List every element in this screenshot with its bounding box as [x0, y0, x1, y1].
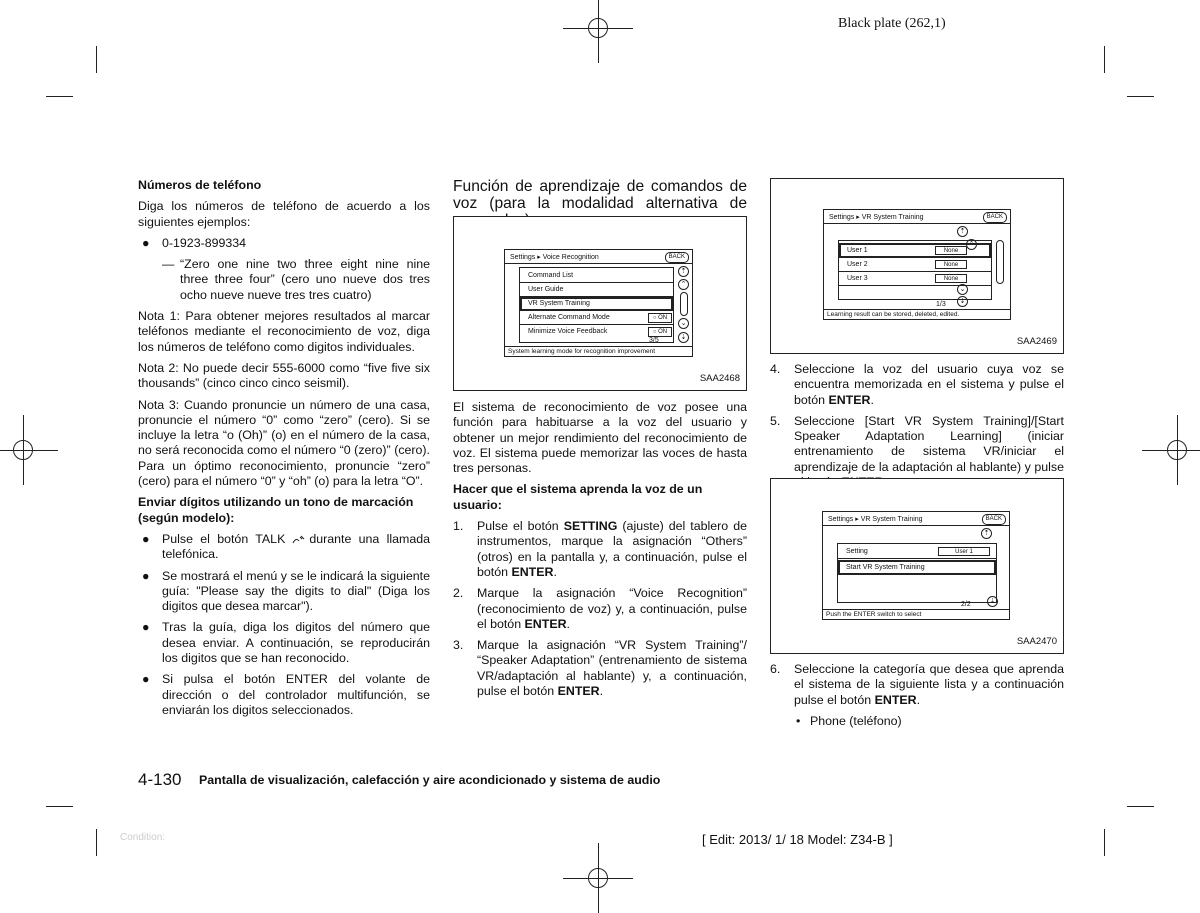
note-1: Nota 1: Para obtener mejores resultados al marcar teléfonos mediante el reconocimiento de voz, diga los números de teléfono como digitos individuales. [138, 309, 430, 354]
scroll-up-icon: ⇡ [957, 226, 968, 237]
intro-text: Diga los números de teléfono de acuerdo a los siguientes ejemplos: [138, 199, 430, 229]
user-value: None [935, 274, 967, 283]
start-row-selected: Start VR System Training [838, 560, 996, 575]
section-heading: Enviar dígitos utilizando un tono de marcación (según modelo): [138, 495, 414, 525]
screen-footer: System learning mode for recognition improvement [508, 348, 656, 355]
list-item: ● 0-1923-899334 [142, 235, 247, 250]
screen-vr-training [823, 209, 1011, 320]
crop-mark [1127, 96, 1154, 97]
toggle-value: ○ ON [648, 327, 672, 337]
step: 2. Marque la asignación “Voice Recognition” (reconocimiento de voz) y, a continuación, pulse el botón ENTER. [453, 586, 747, 631]
figure-voice-recognition [453, 216, 747, 391]
user-row: User 3 [839, 272, 991, 286]
chevron-up-icon: ⌃ [678, 279, 689, 290]
crop-mark [1104, 829, 1105, 856]
list-item: ● Tras la guía, diga los digitos del número que desea enviar. A continuación, se reproducirán los digitos que se han reconocido. [142, 620, 430, 666]
scroll-up-icon: ⇡ [678, 266, 689, 277]
scroll-down-icon: ⇣ [957, 296, 968, 307]
registration-mark-right [1142, 415, 1200, 485]
section-title: Función de aprendizaje de comandos de voz (para la modalidad alternativa de [453, 178, 747, 212]
right-column-steps [770, 362, 1064, 496]
registration-mark-bottom [563, 843, 633, 913]
step: 1. Pulse el botón SETTING (ajuste) del tablero de instrumentos, marque la asignación “Others” (otros) en la pantalla y, a continuación, pulse el botón ENTER. [453, 519, 747, 579]
footer-section-title: Pantalla de visualización, calefacción y aire acondicionado y sistema de audio [199, 773, 661, 787]
right-column-steps-2 [770, 662, 1064, 735]
talk-icon [291, 535, 305, 545]
figure-code: SAA2470 [1016, 636, 1057, 647]
user-row: User 2 [839, 258, 991, 272]
page-number: 4-130 [138, 770, 182, 789]
user-value: None [935, 246, 967, 255]
scroll-down-icon: ⇣ [678, 332, 689, 343]
list-item: — “Zero one nine two three eight nine nine three three four” (cero uno nueve dos tres ocho nueve nueve tres tres cuatro) [162, 257, 430, 302]
paragraph: El sistema de reconocimiento de voz posee una función para habituarse a la voz del usuario y obtener un mejor rendimiento del reconocimiento de voz. El sistema puede memorizar las voces de hasta tres personas. [453, 400, 747, 476]
menu-item: Minimize Voice Feedback [528, 328, 608, 335]
screen-vr-training-start [822, 511, 1010, 620]
page-indicator: 1/3 [936, 301, 946, 308]
scrollbar [996, 240, 1004, 284]
crop-mark [96, 46, 97, 73]
scroll-up-icon: ⇡ [981, 528, 992, 539]
chevron-down-icon: ⌄ [678, 318, 689, 329]
list-item: ● Si pulsa el botón ENTER del volante de dirección o del controlador multifunción, se enviarán los digitos seleccionados. [142, 672, 430, 717]
left-column [138, 178, 430, 724]
page-indicator: 3/5 [649, 337, 659, 344]
user-value: None [935, 260, 967, 269]
registration-mark-left [0, 415, 58, 485]
middle-column-body [453, 400, 747, 705]
screen-footer: Push the ENTER switch to select [826, 611, 922, 618]
edit-info: [ Edit: 2013/ 1/ 18 Model: Z34-B ] [702, 832, 893, 847]
figure-vr-training-users [770, 178, 1064, 354]
chevron-up-icon: ⌃ [966, 239, 977, 250]
crop-mark [1104, 46, 1105, 73]
crop-mark [1127, 806, 1154, 807]
condition-label: Condition: [120, 832, 166, 843]
list-item: • Phone (teléfono) [796, 713, 902, 728]
screen-title: Settings ▸ VR System Training [829, 214, 924, 221]
page-indicator: 2/2 [961, 601, 971, 608]
step: 4. Seleccione la voz del usuario cuya voz se encuentra memorizada en el sistema y pulse el botón ENTER. [770, 362, 1064, 407]
screen-voice-recognition [504, 249, 693, 357]
menu-item-selected: VR System Training [520, 297, 673, 311]
note-3: Nota 3: Cuando pronuncie un número de una casa, pronuncie el número “0” como “zero” (cero). Si se incluye la letra “o (Oh)” (o) en el número de la casa, no será reconocida como el número “0 (zero)” (cero). Para un óptimo reconocimiento, pronuncie “zero” (cero) para el número “0” y “oh” (o) para la letra “O”. [138, 397, 430, 489]
scroll-down-icon: ⇣ [987, 596, 998, 607]
crop-mark [46, 96, 73, 97]
back-button: BACK [983, 212, 1007, 223]
back-button: BACK [665, 252, 689, 263]
screen-title: Settings ▸ VR System Training [828, 516, 923, 523]
figure-code: SAA2469 [1016, 336, 1057, 347]
crop-mark [46, 806, 73, 807]
chevron-down-icon: ⌄ [957, 284, 968, 295]
figure-vr-training-start [770, 478, 1064, 654]
figure-code: SAA2468 [699, 373, 740, 384]
section-heading: Hacer que el sistema aprenda la voz de un usuario: [453, 482, 703, 512]
screen-title: Settings ▸ Voice Recognition [510, 254, 599, 261]
scrollbar [680, 292, 688, 316]
crop-mark [96, 829, 97, 856]
toggle-value: ○ ON [648, 313, 672, 323]
menu-item: User Guide [520, 283, 673, 297]
list-item: ● Se mostrará el menú y se le indicará la siguiente guía: "Please say the digits to dial" (Diga los digitos que desea marcar"). [142, 568, 430, 614]
back-button: BACK [982, 514, 1006, 525]
section-heading: Números de teléfono [138, 178, 262, 192]
step: 5. Seleccione [Start VR System Training]/[Start Speaker Adaptation Learning] (iniciar entrenamiento de sistema VR/iniciar el aprendizaje de la adaptación al hablante) y pulse [770, 413, 1064, 474]
step: 3. Marque la asignación “VR System Training”/ “Speaker Adaptation” (entrenamiento de sistema VR/adaptación al hablante) y, a continuación, pulse el botón ENTER. [453, 638, 747, 699]
plate-label: Black plate (262,1) [838, 16, 946, 31]
screen-footer: Learning result can be stored, deleted, edited. [827, 311, 960, 318]
note-2: Nota 2: No puede decir 555-6000 como “five five six thousands” (cinco cinco cinco seismil). [138, 360, 430, 391]
menu-item: Command List [520, 269, 673, 283]
menu-item: Alternate Command Mode [520, 311, 673, 325]
registration-mark-top [563, 0, 633, 63]
step: 6. Seleccione la categoría que desea que aprenda el sistema de la siguiente lista y a continuación pulse el botón ENTER. [770, 662, 1064, 707]
setting-value: User 1 [938, 547, 990, 556]
setting-row: Setting [838, 546, 996, 559]
list-item: ● Pulse el botón TALK durante una llamada telefónica. [142, 531, 430, 562]
user-row-selected: User 1 [839, 243, 991, 258]
